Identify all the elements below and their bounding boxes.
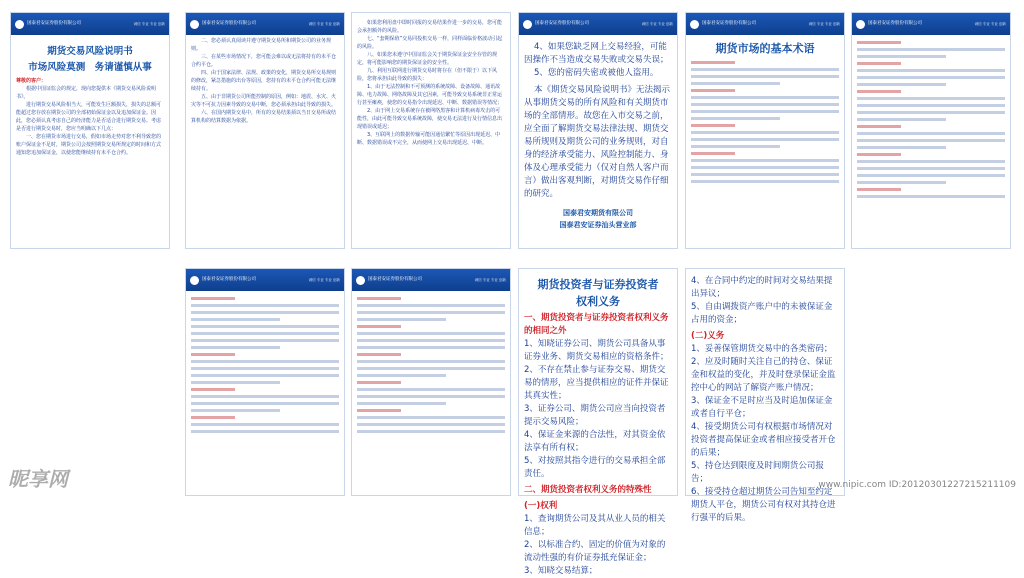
sub-item-3: 3、互联网上的数据传输可能因通信繁忙等原因出现延迟、中断、数据错误或不完全，从而使网上交易出现延迟、中断。 [357, 132, 501, 146]
company-slogan: 诚信 专业 专业 创新 [133, 21, 165, 26]
list-item: 3、知晓交易结算； [524, 566, 598, 576]
company-logo-icon [190, 276, 199, 285]
page-title: 期货交易风险说明书 [47, 46, 133, 57]
section-heading: 二、期货投资者权利义务的特殊性 [524, 485, 652, 495]
company-name: 国泰君安证券股份有限公司 [202, 276, 256, 282]
item-8: 八、如果您未遵守中国证监会关于期货保证金安全存管的规定，将可能影响您的期货保证金的安全性。 [357, 52, 498, 66]
company-name: 国泰君安证券股份有限公司 [202, 20, 256, 26]
list-item: 1、知晓证券公司、期货公司具备从事证券业务、期货交易相应的资格条件； [524, 339, 669, 362]
sub-item-1: 1、由于无法控制和不可预测的系统故障、设备故障、通讯故障、电力故障、网络故障及其它因素，可能导致交易系统非正常运行甚至瘫痪，使您的交易指令出现延迟、中断、数据错误等情况； [357, 84, 503, 106]
signature-branch: 国泰君安证券汕头营业部 [559, 221, 637, 229]
investor-rights-panel-2 [685, 268, 845, 523]
company-slogan: 诚信 专业 专业 创新 [308, 277, 340, 282]
list-item: 2、以标准合约、固定的价值为对象的流动性强的有价证券抵充保证金； [524, 540, 666, 563]
panel-header [11, 13, 169, 35]
terms-text-block [857, 41, 1005, 198]
body-text: 进行期货交易风险相当大，可能发生巨额损失，损失的总额可能超过您存放在期货公司的全部初始保证金以及追加保证金。因此，您必须认真考虑自己的经济能力是否适合进行期货交易。考虑是否进行期货交易时，您应当明确以下几点： [16, 102, 162, 132]
closing-text: 本《期货交易风险说明书》无法揭示从事期货交易的所有风险和有关期货市场的全部情形。故您在入市交易之前，应全面了解期货交易法律法规、期货交易所规则及期货公司的业务规则，对自身的经济承受能力、风险控制能力、身体及心理承受能力（仅对自然人客户而言）做出客观判断，对期货交易作仔细的研究。 [524, 85, 671, 199]
company-logo-icon [190, 20, 199, 29]
terms-text-block [357, 297, 505, 433]
list-item: 5、对按照其指令进行的交易承担全部责任。 [524, 456, 666, 479]
terms-text-block [191, 297, 339, 433]
page-subtitle: 权利义务 [576, 295, 620, 308]
company-logo-icon [856, 20, 865, 29]
company-name: 国泰君安证券股份有限公司 [868, 20, 922, 26]
risk-disclosure-panel-2 [185, 12, 345, 249]
company-slogan: 诚信 专业 专业 创新 [474, 277, 506, 282]
panel-header [519, 13, 677, 35]
company-name: 国泰君安证券股份有限公司 [368, 276, 422, 282]
company-name: 国泰君安证券股份有限公司 [702, 20, 756, 26]
company-slogan: 诚信 专业 专业 创新 [308, 21, 340, 26]
list-item: 2、应及时随时关注自己的持仓、保证金和权益的变化，并及时登录保证金监控中心的网站了解资产账户情况； [691, 357, 836, 393]
company-slogan: 诚信 专业 专业 创新 [974, 21, 1006, 26]
item-4: 4、如果您缺乏网上交易经验，可能因操作不当造成交易失败或交易失误； [524, 42, 669, 65]
list-item: 3、保证金不足时应当及时追加保证金或者自行平仓； [691, 396, 833, 419]
terms-panel-3 [185, 268, 345, 496]
risk-disclosure-panel-4 [518, 12, 678, 249]
page-title: 期货市场的基本术语 [715, 42, 815, 55]
company-name: 国泰君安证券股份有限公司 [27, 20, 81, 26]
company-logo-icon [523, 20, 532, 29]
panel-header [186, 269, 344, 291]
item-1: 一、您在期货市场进行交易，假如市场走势对您不利导致您的账户保证金不足时，期货公司会按照期货交易所规定的时间和方式通知您追加保证金，以使您能继续持有未平仓合约。 [16, 134, 162, 156]
panel-header [352, 269, 510, 291]
watermark-logo: 昵享网 [8, 467, 68, 491]
list-item: 6、接受持仓超过期货公司告知至约定期货人平仓，期货公司有权对其持仓进行强平的后果。 [691, 487, 836, 523]
signature-company: 国泰君安期货有限公司 [563, 209, 633, 217]
terms-panel-1 [685, 12, 845, 249]
list-item: 1、妥善保管期货交易中的各类密码； [691, 344, 833, 354]
item-4: 四、由于国家法律、法规、政策的变化，期货交易所交易规则的修改，紧急措施的出台等原因，您持有的未平仓合约可能无法继续持有。 [191, 70, 337, 92]
terms-text-block [691, 61, 839, 183]
greeting: 尊敬的客户： [16, 78, 47, 84]
watermark-id: www.nipic.com ID:20120301227215211109 [818, 480, 1016, 490]
list-item: 4、在合同中约定的时间对交易结果提出异议； [691, 276, 833, 299]
list-item: 3、证券公司、期货公司应当向投资者提示交易风险； [524, 404, 666, 427]
item-6: 六、在国内期货交易中，所有的交易结果须以当日交易所或结算机构的结算数据为依据。 [191, 110, 337, 124]
company-logo-icon [15, 20, 24, 29]
list-item: 1、查询期货公司及其从业人员的相关信息； [524, 514, 666, 537]
list-item: 5、自由调拨资产账户中的未被保证金占用的资金； [691, 302, 833, 325]
company-logo-icon [356, 276, 365, 285]
investor-rights-panel-1 [518, 268, 678, 576]
body-text: 如果您利用盘中即时回报的交易结果作进一步的交易，您可能会承担额外的风险。 [357, 20, 503, 34]
item-7: 七、“套期保值”交易同投机交易一样，同样面临价格波动引起的风险。 [357, 36, 503, 50]
subsection-heading: (一)权利 [524, 501, 558, 511]
panel-header [186, 13, 344, 35]
company-slogan: 诚信 专业 专业 创新 [641, 21, 673, 26]
page-title: 期货投资者与证券投资者 [537, 278, 659, 291]
item-2: 二、您必须认真阅读并遵守期货交易所和期货公司的业务规则。 [191, 38, 332, 52]
panel-header [852, 13, 1010, 35]
intro-text: 根据中国证监会的规定，现向您提供本《期货交易风险说明书》。 [16, 86, 157, 100]
item-9: 九、利用互联网进行期货交易时将存在（但不限于）以下风险，您将承担由此导致的损失： [357, 68, 498, 82]
risk-disclosure-panel-1 [10, 12, 170, 249]
list-item: 4、保证金来源的合法性，对其资金依法享有所有权； [524, 430, 666, 453]
item-3: 三、在某些市场情况下，您可能会难以或无法将持有的未平仓合约平仓。 [191, 54, 337, 68]
page-subtitle: 市场风险莫测 务请谨慎从事 [28, 62, 152, 73]
terms-panel-2 [851, 12, 1011, 249]
risk-disclosure-panel-3 [351, 12, 511, 249]
company-slogan: 诚信 专业 专业 创新 [808, 21, 840, 26]
sub-item-2: 2、由于网上交易系统存在被网络黑客和计算机病毒攻击的可能性，由此可能导致交易系统故障，使交易无法进行及行情信息出现错误或延迟； [357, 108, 503, 130]
terms-panel-4 [351, 268, 511, 496]
item-5: 五、由于非期货公司所能控制的原因，例如：地震、水灾、火灾等不可抗力因素导致的交易中断，您必须承担由此导致的损失。 [191, 94, 337, 108]
list-item: 5、持仓达到限度及时间期货公司报告； [691, 461, 824, 484]
list-item: 4、接受期货公司有权根据市场情况对投资者提高保证金或者相应接受者开仓的后果； [691, 422, 836, 458]
section-heading: (二)义务 [691, 331, 725, 341]
panel-header [686, 13, 844, 35]
company-logo-icon [690, 20, 699, 29]
list-item: 2、不存在禁止参与证券交易、期货交易的情形，应当提供相应的证件并保证其真实性； [524, 365, 669, 401]
section-heading: 一、期货投资者与证券投资者权利义务的相同之外 [524, 313, 669, 336]
company-name: 国泰君安证券股份有限公司 [535, 20, 589, 26]
item-5: 5、您的密码失密或被他人盗用。 [534, 68, 659, 78]
